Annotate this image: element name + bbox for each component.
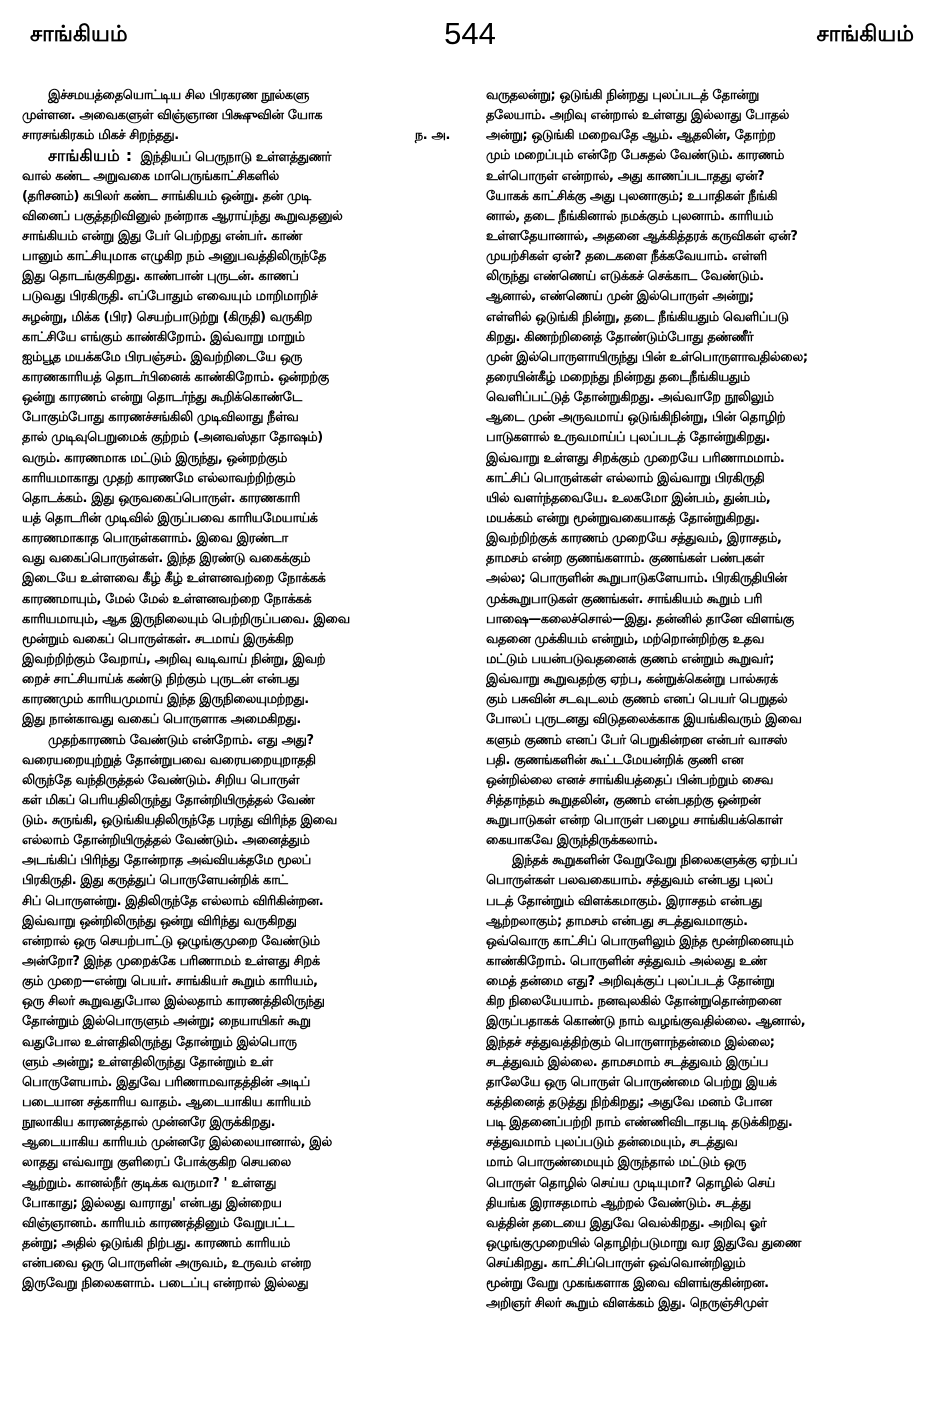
- text-line: மாம் பொருண்மையும் இருந்தால் மட்டும் ஒரு: [486, 1155, 746, 1171]
- text-line: அறிஞர் சிலர் கூறும் விளக்கம் இது. நெருஞ்சிமுள்: [486, 1296, 768, 1312]
- text-line: லிருந்தே வந்திருத்தல் வேண்டும். சிறிய பொருள்: [22, 772, 300, 788]
- text-line: வதனை முக்கியம் என்றும், மற்றொன்றிற்கு உதவ: [486, 631, 764, 647]
- text-line: விஞ்ஞானம். காரியம் காரணத்தினும் வேறுபட்ட: [22, 1215, 294, 1231]
- text-line: இருப்பதாகக் கொண்டு நாம் வழங்குவதில்லை. ஆனால்,: [486, 1014, 806, 1030]
- text-line: தாமசம் என்ற குணங்களாம். குணங்கள் பண்புகள்: [486, 551, 764, 567]
- text-line: முதற்காரணம் வேண்டும் என்றோம். எது அது?: [48, 732, 314, 748]
- text-line: (தரிசனம்) கபிலர் கண்ட சாங்கியம் ஒன்று. தன் முடி: [22, 188, 311, 204]
- running-head-left: சாங்கியம்: [30, 22, 128, 47]
- text-line: படி இதனைப்பற்றி நாம் எண்ணிவிடாதபடி தடுக்கிறது.: [486, 1115, 793, 1131]
- text-line: ஒவ்வொரு காட்சிப் பொருளிலும் இந்த மூன்றினையும்: [486, 933, 794, 949]
- text-line: பிரகிருதி. இது கருத்துப் பொருளேயன்றிக் காட்: [22, 873, 288, 889]
- text-line: ஆடையாகிய காரியம் முன்னரே இல்லையானால், இல்: [22, 1135, 332, 1151]
- text-line: உள்பொருள் என்றால், அது காணப்படாதது ஏன்?: [486, 168, 765, 184]
- text-line: போகாது; இல்லது வாராது' என்பது இன்றைய: [22, 1195, 282, 1211]
- text-line: எள்ளில் ஒடுங்கி நின்று, தடை நீங்கியதும் வெளிப்படு: [486, 309, 789, 325]
- text-line: பாஷை—கலைச்சொல்—இது. தன்னில் தானே விளங்கு: [486, 611, 794, 627]
- text-line: வதுபோல உள்ளதிலிருந்து தோன்றும் இல்பொரு: [22, 1034, 297, 1050]
- text-line: தால் முடிவுபெறுமைக் குற்றம் (அனவஸ்தா தோஷம்): [22, 430, 323, 446]
- text-line: ஆற்றும். கானல்நீர் குடிக்க வருமா? ' உள்ளது: [22, 1175, 277, 1191]
- text-line: மயக்கம் என்று மூன்றுவகையாகத் தோன்றுகிறது.: [486, 510, 760, 526]
- left-paragraph-2: [22, 731, 450, 1295]
- text-line: ஆடை முன் அருவமாய் ஒடுங்கிநின்று, பின் தொழிற்: [486, 410, 786, 426]
- text-line: கையாகவே இருந்திருக்கலாம்.: [486, 833, 658, 849]
- text-line: அன்றோ? இந்த முறைக்கே பரிணாமம் உள்ளது சிறக்: [22, 954, 320, 970]
- text-line: கூறுபாடுகள் என்ற பொருள் பழைய சாங்கியக்கொள்: [486, 813, 783, 829]
- text-line: ஆற்றலாகும்; தாமசம் என்பது சடத்துவமாகும்.: [486, 913, 748, 929]
- text-line: மட்டும் பயன்படுவதனைக் குணம் என்றும் கூறுவர்;: [486, 651, 775, 667]
- text-line: தன்று; அதில் ஒடுங்கி நிற்பது. காரணம் காரியம்: [22, 1236, 291, 1252]
- text-line: றைச் சாட்சியாய்க் கண்டு நிற்கும் புருடன் என்பது: [22, 672, 300, 688]
- intro-line-last: [22, 126, 450, 146]
- right-column: [486, 86, 914, 1421]
- intro-line: முள்ளன. அவைகளுள் விஞ்ஞான பிக்ஷுவின் யோக: [22, 108, 323, 124]
- text-line: இவ்வாறு கூறுவதற்கு ஏற்ப, கன்றுக்கென்று பால்சுரக்: [486, 672, 778, 688]
- text-line: போலப் புருடனது விடுதலைக்காக இயங்கிவரும் இவை: [486, 712, 802, 728]
- entry-text: இந்தியப் பெருநாடு உள்ளத்துணர்: [140, 150, 332, 166]
- text-line: இந்தக் கூறுகளின் வேறுவேறு நிலைகளுக்கு ஏற்பப்: [512, 853, 798, 869]
- text-line: காரணமும் காரியமுமாய் இந்த இருநிலையுமற்றது.: [22, 692, 309, 708]
- text-line: யத் தொடரின் முடிவில் இருப்பவை காரியமேயாய்க்: [22, 510, 318, 526]
- entry-headword: சாங்கியம் :: [48, 146, 133, 166]
- author-initials: ந. அ.: [414, 128, 450, 144]
- text-line: முன் இல்பொருளாயிருந்து பின் உள்பொருளாவதில்லை;: [486, 349, 808, 365]
- text-line: களும் குணம் எனப் பேர் பெறுகின்றன என்பர் வாசஸ்: [486, 732, 788, 748]
- text-line: கத்தினைத் தடுத்து நிற்கிறது; அதுவே மனம் போன: [486, 1095, 772, 1111]
- text-line: னால், தடை நீங்கினால் நமக்கும் புலனாம். காரியம்: [486, 208, 774, 224]
- text-line: தொடக்கம். இது ஒருவகைப்பொருள். காரணகாரி: [22, 490, 300, 506]
- text-line: மூன்றும் வகைப் பொருள்கள். சடமாய் இருக்கிற: [22, 631, 294, 647]
- text-line: அடங்கிப் பிரிந்து தோன்றாத அவ்வியக்தமே மூலப்: [22, 853, 311, 869]
- text-line: இடையே உள்ளவை கீழ் கீழ் உள்ளனவற்றை நோக்கக்: [22, 571, 326, 587]
- text-line: உள்ளதேயானால், அதனை ஆக்கித்தரக் கருவிகள் ஏன்?: [486, 228, 798, 244]
- text-line: ஒன்றில்லை எனச் சாங்கியத்தைப் பின்பற்றும் சைவ: [486, 772, 773, 788]
- text-line: தோன்றும் இல்பொருளும் அன்று; நையாயிகர் கூறு: [22, 1014, 311, 1030]
- text-line: மூன்று வேறு முகங்களாக இவை விளங்குகின்றன.: [486, 1276, 769, 1292]
- text-line: வது வகைப்பொருள்கள். இந்த இரண்டு வகைக்கும்: [22, 551, 311, 567]
- text-line: என்றால் ஒரு செயற்பாட்டு ஒழுங்குமுறை வேண்டும்: [22, 933, 320, 949]
- right-paragraph-1: [486, 86, 914, 851]
- intro-text: சாரசங்கிரகம் மிகச் சிறந்தது.: [22, 128, 179, 144]
- text-line: காட்சிப் பொருள்கள் எல்லாம் இவ்வாறு பிரகிருதி: [486, 470, 765, 486]
- text-line: தியங்க இராசதமாம் ஆற்றல் வேண்டும். சடத்து: [486, 1195, 751, 1211]
- text-line: ஆனால், எண்ணெய் முன் இல்பொருள் அன்று;: [486, 289, 754, 305]
- text-line: வால் கண்ட அறுவகை மாபெருங்காட்சிகளில்: [22, 168, 279, 184]
- text-line: வரும். காரணமாக மட்டும் இருந்து, ஒன்றற்கும்: [22, 450, 288, 466]
- text-line: இது தொடங்குகிறது. காண்பான் புருடன். காணப்: [22, 269, 299, 285]
- text-line: வத்தின் தடையை இதுவே வெல்கிறது. அறிவு ஓர்: [486, 1215, 767, 1231]
- text-line: ஒரு சிலர் கூறுவதுபோல இல்லதாம் காரணத்திலிருந்து: [22, 994, 325, 1010]
- text-line: போகும்போது காரணச்சங்கிலி முடிவிலாது நீள்வ: [22, 410, 299, 426]
- text-line: முயற்சிகள் ஏன்? தடைகளை நீக்கவேயாம். எள்ளி: [486, 249, 767, 265]
- text-line: ஒன்று காரணம் என்று தொடர்ந்து கூறிக்கொண்டே: [22, 390, 302, 406]
- text-line: ஒழுங்குமுறையில் தொழிற்படுமாறு வர இதுவே துணை: [486, 1236, 801, 1252]
- text-line: மைத் தன்மை எது? அறிவுக்குப் புலப்படத் தோன்று: [486, 974, 775, 990]
- text-line: சிப் பொருளன்று. இதிலிருந்தே எல்லாம் விரிகின்றன.: [22, 893, 324, 909]
- text-line: சித்தாந்தம் கூறுதலின், குணம் என்பதற்கு ஒன்றன்: [486, 792, 761, 808]
- text-line: செய்கிறது. காட்சிப்பொருள் ஒவ்வொன்றிலும்: [486, 1256, 746, 1272]
- text-line: காரியமாகாது முதற் காரணமே எல்லாவற்றிற்கும்: [22, 470, 296, 486]
- text-line: பொருளேயாம். இதுவே பரிணாமவாதத்தின் அடிப்: [22, 1074, 310, 1090]
- text-line: இவற்றிற்குக் காரணம் முறையே சத்துவம், இராசதம்,: [486, 531, 782, 547]
- text-line: சடத்துவம் இல்லை. தாமசமாம் சடத்துவம் இருப்ப: [486, 1054, 768, 1070]
- text-line: வருதலன்று; ஒடுங்கி நின்றது புலப்படத் தோன்று: [486, 88, 759, 103]
- text-line: பொருள்கள் பலவகையாம். சத்துவம் என்பது புலப்: [486, 873, 773, 889]
- text-line: வரையறையுற்றுத் தோன்றுபவை வரையறையுறாததி: [22, 752, 316, 768]
- text-line: டும். சுருங்கி, ஒடுங்கியதிலிருந்தே பரந்து விரிந்த இவை: [22, 813, 337, 829]
- text-line: ஐம்பூத மயக்கமே பிரபஞ்சம். இவற்றிடையே ஒரு: [22, 349, 303, 365]
- text-line: கிற நிலையேயாம். நனவுலகில் தோன்றுதொன்றனை: [486, 994, 782, 1010]
- text-line: இவற்றிற்கும் வேறாய், அறிவு வடிவாய் நின்று, இவற்: [22, 651, 326, 667]
- text-line: கும் முறை—என்று பெயர். சாங்கியர் கூறும் காரியம்,: [22, 974, 318, 990]
- intro-line: இச்சமயத்தையொட்டிய சில பிரகரண நூல்களு: [48, 88, 309, 103]
- page-number: 544: [444, 16, 496, 51]
- running-head-right: சாங்கியம்: [816, 22, 914, 47]
- text-line: பதி. குணங்களின் கூட்டமேயன்றிக் குணி என: [486, 752, 744, 768]
- text-line: தலேயாம். அறிவு என்றால் உள்ளது இல்லாது போதல்: [486, 108, 790, 124]
- text-line: காரணமாகாத பொருள்களாம். இவை இரண்டா: [22, 531, 288, 547]
- text-line: மும் மறைப்பும் என்றே பேசுதல் வேண்டும். காரணம்: [486, 148, 785, 164]
- text-line: இருவேறு நிலைகளாம். படைப்பு என்றால் இல்லது: [22, 1276, 309, 1292]
- text-line: முக்கூறுபாடுகள் குணங்கள். சாங்கியம் கூறும் பரி: [486, 591, 763, 607]
- text-line: கள் மிகப் பெரியதிலிருந்து தோன்றியிருத்தல் வேண்: [22, 792, 315, 808]
- text-line: சுழன்று, மிக்க (பிர) செயற்பாடுற்று (கிருதி) வருகிற: [22, 309, 313, 325]
- text-line: லாதது எவ்வாறு குளிரைப் போக்குகிற செயலை: [22, 1155, 291, 1171]
- text-line: ளும் அன்று; உள்ளதிலிருந்து தோன்றும் உள்: [22, 1054, 273, 1070]
- text-line: இது நான்காவது வகைப் பொருளாக அமைகிறது.: [22, 712, 301, 728]
- text-line: யோகக் காட்சிக்கு அது புலனாகும்; உபாதிகள் நீங்கி: [486, 188, 778, 204]
- text-line: காட்சியே எங்கும் காண்கிறோம். இவ்வாறு மாறும்: [22, 329, 305, 345]
- text-line: காரணகாரியத் தொடர்பினைக் காண்கிறோம். ஒன்றற்கு: [22, 369, 329, 385]
- text-line: இந்தச் சத்துவத்திற்கும் பொருளாந்தன்மை இல்லை;: [486, 1034, 775, 1050]
- text-line: படுவது பிரகிருதி. எப்போதும் எவையும் மாறிமாறிச்: [22, 289, 318, 305]
- text-line: காரணமாயும், மேல் மேல் உள்ளனவற்றை நோக்கக்: [22, 591, 312, 607]
- text-line: படையான சத்காரிய வாதம். ஆடையாகிய காரியம்: [22, 1095, 311, 1111]
- text-line: கிறது. கிணற்றினைத் தோண்டும்போது தண்ணீர்: [486, 329, 754, 345]
- text-line: படத் தோன்றும் விளக்கமாகும். இராசதம் என்பது: [486, 893, 763, 909]
- text-line: அன்று; ஒடுங்கி மறைவதே ஆம். ஆதலின், தோற்ற: [486, 128, 776, 144]
- text-line: தரையின்கீழ் மறைந்து நின்றது தடைநீங்கியதும்: [486, 369, 750, 385]
- text-line: பாடுகளால் உருவமாய்ப் புலப்படத் தோன்றுகிறது.: [486, 430, 770, 446]
- left-column: [22, 86, 450, 1421]
- text-line: லிருந்து எண்ணெய் எடுக்கச் செக்காட வேண்டும்.: [486, 269, 764, 285]
- text-line: இவ்வாறு உள்ளது சிறக்கும் முறையே பரிணாமமாம்.: [486, 450, 785, 466]
- text-line: காரியமாயும், ஆக இருநிலையும் பெற்றிருப்பவை. இவை: [22, 611, 350, 627]
- text-line: சாங்கியம் என்று இது பேர் பெற்றது என்பர். காண்: [22, 228, 302, 244]
- text-line: இவ்வாறு ஒன்றிலிருந்து ஒன்று விரிந்து வருகிறது: [22, 913, 297, 929]
- text-line: நூலாகிய காரணத்தால் முன்னரே இருக்கிறது.: [22, 1115, 276, 1131]
- text-line: எல்லாம் தோன்றியிருத்தல் வேண்டும். அனைத்தும்: [22, 833, 310, 849]
- right-paragraph-2: [486, 851, 914, 1314]
- text-line: யில் வளர்ந்தவையே. உலகமோ இன்பம், துன்பம்,: [486, 490, 771, 506]
- text-line: அல்ல; பொருளின் கூறுபாடுகளேயாம். பிரகிருதியின்: [486, 571, 787, 587]
- text-line: சத்துவமாம் புலப்படும் தன்மையும், சடத்துவ: [486, 1135, 738, 1151]
- text-line: காண்கிறோம். பொருளின் சத்துவம் அல்லது உண்: [486, 954, 767, 970]
- text-line: பொருள் தொழில் செய்ய முடியுமா? தொழில் செய்: [486, 1175, 775, 1191]
- text-line: வெளிப்பட்டுத் தோன்றுகிறது. அவ்வாறே நூலிலும்: [486, 390, 774, 406]
- text-line: என்பவை ஒரு பொருளின் அருவம், உருவம் என்ற: [22, 1256, 312, 1272]
- text-line: பானும் காட்சியுமாக எழுகிற நம் அனுபவத்திலிருந்தே: [22, 249, 327, 265]
- text-line: வினைப் பகுத்தறிவினுல் நன்றாக ஆராய்ந்து கூறுவதனுல்: [22, 208, 343, 224]
- entry-first-line: [22, 146, 450, 166]
- text-line: தாலேயே ஒரு பொருள் பொருண்மை பெற்று இயக்: [486, 1074, 777, 1090]
- left-paragraph-1: [22, 167, 450, 731]
- text-line: கும் பசுவின் சடவுடலம் குணம் எனப் பெயர் பெறுதல்: [486, 692, 788, 708]
